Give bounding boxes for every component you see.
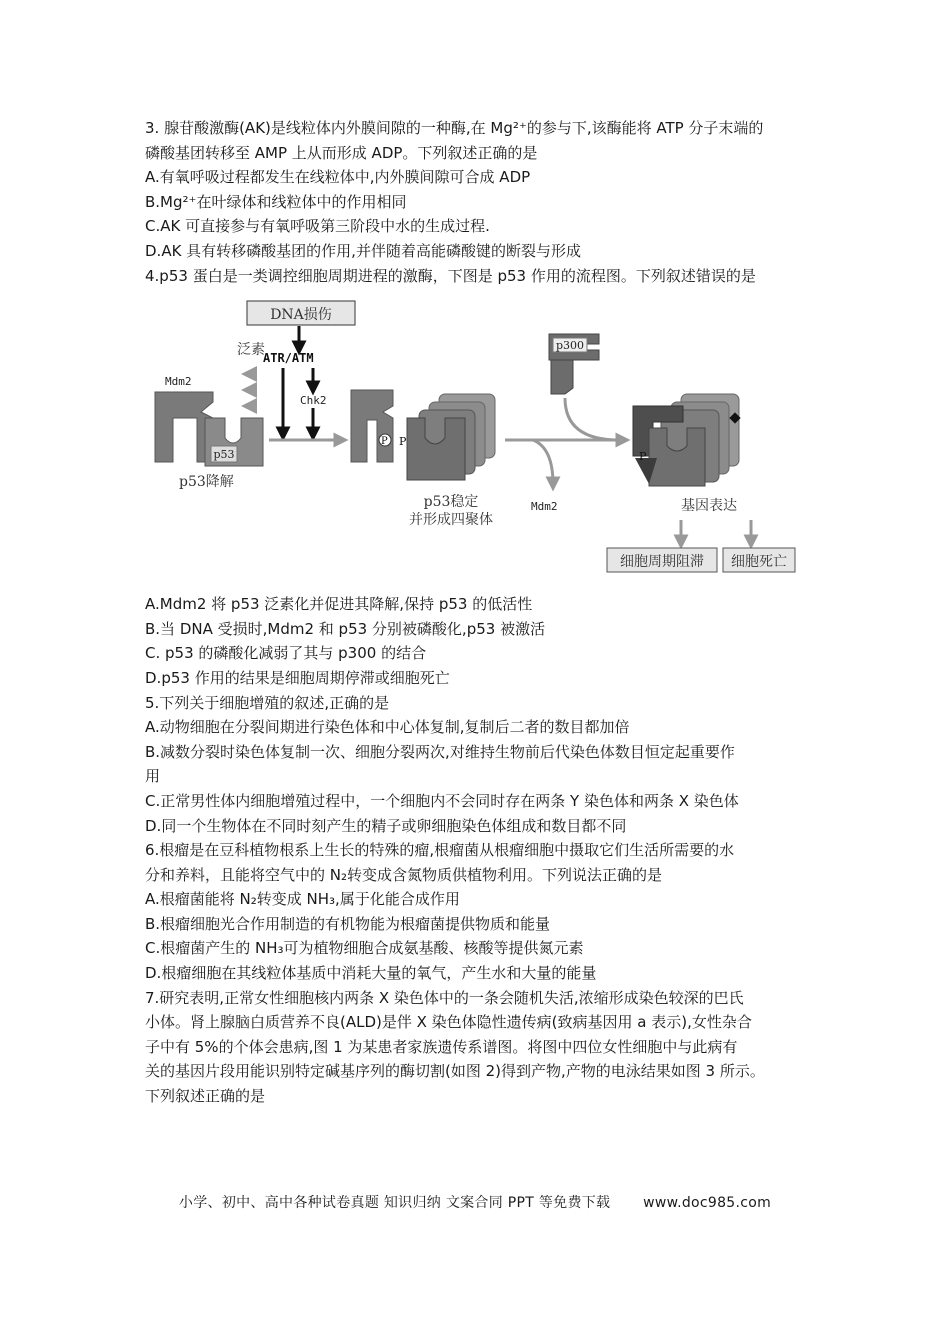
cell-cycle-arrest-label: 细胞周期阻滞 — [620, 554, 704, 571]
q5-stem: 5.下列关于细胞增殖的叙述,正确的是 — [145, 693, 390, 712]
q3-option-b: B.Mg²⁺在叶绿体和线粒体中的作用相同 — [145, 192, 407, 211]
mdm2-top-label: Mdm2 — [165, 375, 192, 389]
mdm2-release-label: Mdm2 — [531, 500, 558, 514]
p300-label: p300 — [555, 339, 585, 353]
page-content — [145, 116, 815, 1109]
q5-option-d: D.同一个生物体在不同时刻产生的精子或卵细胞染色体组成和数目都不同 — [145, 816, 627, 835]
p53-degradation-label: p53降解 — [179, 474, 234, 491]
q4-option-d: D.p53 作用的结果是细胞周期停滞或细胞死亡 — [145, 668, 450, 687]
q6-option-b: B.根瘤细胞光合作用制造的有机物能为根瘤菌提供物质和能量 — [145, 914, 551, 933]
q4-stem: 4.p53 蛋白是一类调控细胞周期进程的激酶，下图是 p53 作用的流程图。下列叙述错误的是 — [145, 266, 756, 285]
q3-option-d: D.AK 具有转移磷酸基团的作用,并伴随着高能磷酸键的断裂与形成 — [145, 241, 581, 260]
q3-option-c: C.AK 可直接参与有氧呼吸第三阶段中水的生成过程. — [145, 217, 490, 236]
footer-text: 小学、初中、高中各种试卷真题 知识归纳 文案合同 PPT 等免费下载 — [178, 1195, 611, 1211]
mdm2-phospho-shape — [351, 390, 393, 462]
q3-option-a: A.有氧呼吸过程都发生在线粒体中,内外膜间隙可合成 ADP — [145, 168, 531, 187]
q6-stem-line-2: 分和养料，且能将空气中的 N₂转变成含氮物质供植物利用。下列说法正确的是 — [145, 865, 663, 884]
cell-death-label: 细胞死亡 — [731, 554, 787, 571]
q7-stem-line-4: 关的基因片段用能识别特定碱基序列的酶切割(如图 2)得到产物,产物的电泳结果如图 3 所示。 — [145, 1062, 765, 1081]
page-footer — [0, 1192, 950, 1212]
p53-stable-label-1: p53稳定 — [423, 494, 479, 511]
q5-option-b-line-2: 用 — [145, 767, 161, 786]
mdm2-release-curve — [533, 440, 553, 484]
ubiquitin-label: 泛素 — [237, 342, 265, 359]
q4-option-b: B.当 DNA 受损时,Mdm2 和 p53 分别被磷酸化,p53 被激活 — [145, 619, 546, 638]
atr-atm-label: ATR/ATM — [263, 351, 314, 366]
ubiquitin-chain-shape — [241, 366, 257, 414]
q6-stem-line-1: 6.根瘤是在豆科植物根系上生长的特殊的瘤,根瘤菌从根瘤细胞中摄取它们生活所需要的水 — [145, 841, 735, 860]
q5-option-c: C.正常男性体内细胞增殖过程中，一个细胞内不会同时存在两条 Y 染色体和两条 X 染色体 — [145, 791, 739, 810]
p300-binding-curve — [565, 398, 619, 440]
phosphate-label-3: P — [639, 450, 647, 464]
q7-stem-line-2: 小体。肾上腺脑白质营养不良(ALD)是伴 X 染色体隐性遗传病(致病基因用 a 表示),女性杂合 — [145, 1013, 752, 1032]
q3-stem-line-1: 3. 腺苷酸激酶(AK)是线粒体内外膜间隙的一种酶,在 Mg²⁺的参与下,该酶能将 ATP 分子末端的 — [145, 119, 764, 137]
mdm2-protein-shape — [155, 392, 213, 462]
q6-option-d: D.根瘤细胞在其线粒体基质中消耗大量的氧气，产生水和大量的能量 — [145, 964, 597, 983]
q4-option-c: C. p53 的磷酸化减弱了其与 p300 的结合 — [145, 644, 427, 663]
p53-tag-label: p53 — [213, 448, 235, 462]
p53-stable-label-2: 并形成四聚体 — [409, 512, 493, 529]
phosphate-label-1: P — [381, 436, 388, 448]
q6-option-a: A.根瘤菌能将 N₂转变成 NH₃,属于化能合成作用 — [145, 890, 460, 909]
footer-site-link[interactable]: www.doc985.com — [643, 1195, 772, 1211]
q7-stem-line-5: 下列叙述正确的是 — [145, 1087, 266, 1106]
phosphate-label-2: P — [399, 435, 407, 449]
q5-option-b-line-1: B.减数分裂时染色体复制一次、细胞分裂两次,对维持生物前后代染色体数目恒定起重要作 — [145, 742, 735, 761]
dna-damage-label: DNA损伤 — [270, 307, 332, 324]
chk2-label: Chk2 — [300, 394, 327, 408]
gene-expression-label: 基因表达 — [681, 498, 737, 515]
q4-option-a: A.Mdm2 将 p53 泛素化并促进其降解,保持 p53 的低活性 — [145, 595, 533, 614]
q7-stem-line-3: 子中有 5%的个体会患病,图 1 为某患者家族遗传系谱图。将图中四位女性细胞中与此病有 — [145, 1037, 738, 1056]
q3-stem-line-2: 磷酸基团转移至 AMP 上从而形成 ADP。下列叙述正确的是 — [145, 143, 538, 162]
p53-flow-diagram — [153, 298, 813, 584]
p300-lower-shape — [551, 360, 573, 394]
q6-option-c: C.根瘤菌产生的 NH₃可为植物细胞合成氨基酸、核酸等提供氮元素 — [145, 939, 584, 958]
q7-stem-line-1: 7.研究表明,正常女性细胞核内两条 X 染色体中的一条会随机失活,浓缩形成染色较深的巴氏 — [145, 988, 744, 1007]
q5-option-a: A.动物细胞在分裂间期进行染色体和中心体复制,复制后二者的数目都加倍 — [145, 718, 630, 737]
